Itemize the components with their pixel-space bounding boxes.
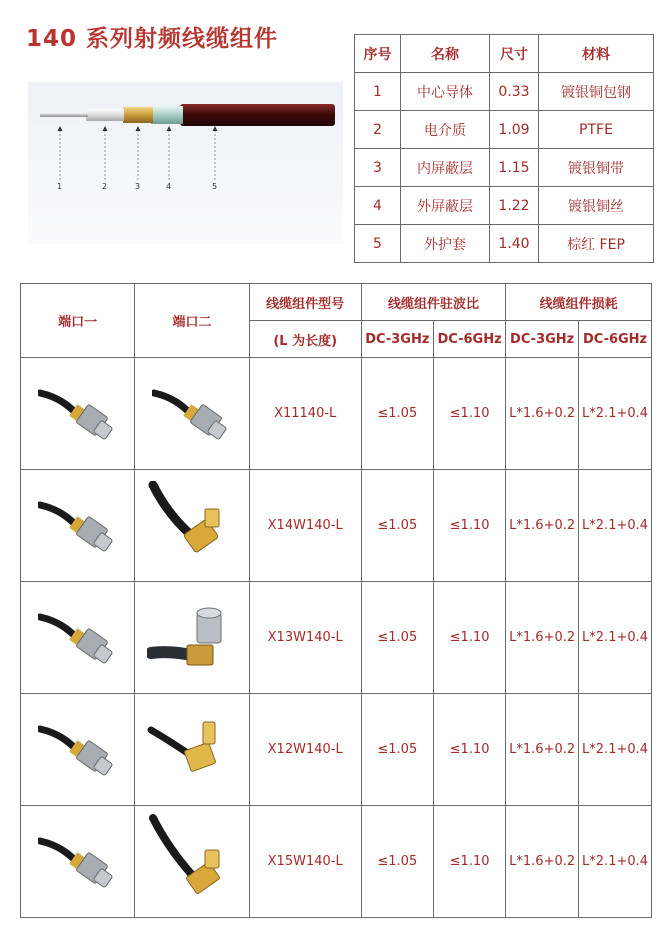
spec-header-name: 名称 — [401, 35, 490, 73]
port1-image — [21, 806, 135, 918]
port1-image — [21, 470, 135, 582]
cable-jacket — [180, 104, 335, 126]
right-angle-gold-connector-icon — [147, 481, 237, 571]
header-port1: 端口一 — [21, 284, 135, 358]
port2-image — [135, 806, 249, 918]
spec-name: 外屏蔽层 — [401, 187, 490, 225]
spec-material: 镀银铜丝 — [539, 187, 654, 225]
port1-image — [21, 694, 135, 806]
header-loss-band1: DC-3GHz — [506, 321, 579, 358]
spec-size: 1.09 — [490, 111, 539, 149]
table-row — [21, 582, 652, 694]
vswr-dc6: ≤1.10 — [433, 582, 505, 694]
vswr-dc3: ≤1.05 — [361, 470, 433, 582]
cable-structure-diagram — [28, 82, 343, 244]
spec-material: 棕红 FEP — [539, 225, 654, 263]
cable-label-3: 3 — [135, 182, 141, 191]
loss-dc3: L*1.6+0.2 — [506, 358, 579, 470]
spec-index: 5 — [355, 225, 401, 263]
right-angle-gold-connector-icon — [147, 814, 237, 909]
sma-connector-icon — [38, 603, 118, 673]
spec-size: 1.40 — [490, 225, 539, 263]
model-number: X12W140-L — [249, 694, 361, 806]
sma-connector-icon — [38, 379, 118, 449]
loss-dc6: L*2.1+0.4 — [579, 582, 652, 694]
vswr-dc3: ≤1.05 — [361, 694, 433, 806]
spec-index: 1 — [355, 73, 401, 111]
header-vswr-band2: DC-6GHz — [433, 321, 505, 358]
sma-connector-icon — [38, 715, 118, 785]
loss-dc3: L*1.6+0.2 — [506, 694, 579, 806]
cable-label-4: 4 — [166, 182, 172, 191]
model-number: X14W140-L — [249, 470, 361, 582]
right-angle-silver-connector-icon — [147, 593, 237, 683]
sma-connector-icon — [38, 491, 118, 561]
loss-dc3: L*1.6+0.2 — [506, 582, 579, 694]
assembly-header-row — [21, 284, 652, 321]
cable-label-2: 2 — [102, 182, 108, 191]
right-angle-gold-connector-icon — [147, 710, 237, 790]
table-row — [355, 111, 654, 149]
vswr-dc3: ≤1.05 — [361, 582, 433, 694]
vswr-dc6: ≤1.10 — [433, 806, 505, 918]
spec-header-row — [355, 35, 654, 73]
cable-label-5: 5 — [212, 182, 218, 191]
table-row — [21, 806, 652, 918]
spec-size: 0.33 — [490, 73, 539, 111]
loss-dc6: L*2.1+0.4 — [579, 694, 652, 806]
cable-dielectric — [86, 109, 124, 121]
cable-outer-shield — [151, 106, 183, 124]
vswr-dc3: ≤1.05 — [361, 358, 433, 470]
table-row — [355, 73, 654, 111]
spec-size: 1.22 — [490, 187, 539, 225]
vswr-dc6: ≤1.10 — [433, 694, 505, 806]
model-number: X13W140-L — [249, 582, 361, 694]
header-model: 线缆组件型号 — [249, 284, 361, 321]
port1-image — [21, 582, 135, 694]
sma-connector-icon — [38, 827, 118, 897]
spec-material: 镀银铜带 — [539, 149, 654, 187]
port2-image — [135, 358, 249, 470]
table-row — [21, 358, 652, 470]
vswr-dc6: ≤1.10 — [433, 358, 505, 470]
port2-image — [135, 470, 249, 582]
table-row — [355, 225, 654, 263]
header-vswr: 线缆组件驻波比 — [361, 284, 506, 321]
table-row — [21, 470, 652, 582]
table-row — [21, 694, 652, 806]
cable-inner-shield — [123, 107, 153, 123]
port1-image — [21, 358, 135, 470]
spec-header-size: 尺寸 — [490, 35, 539, 73]
spec-material: 镀银铜包钢 — [539, 73, 654, 111]
loss-dc6: L*2.1+0.4 — [579, 358, 652, 470]
spec-header-material: 材料 — [539, 35, 654, 73]
spec-name: 中心导体 — [401, 73, 490, 111]
header-port2: 端口二 — [135, 284, 249, 358]
header-vswr-band1: DC-3GHz — [361, 321, 433, 358]
spec-name: 内屏蔽层 — [401, 149, 490, 187]
cable-center-conductor — [40, 113, 88, 117]
table-row — [355, 149, 654, 187]
header-loss: 线缆组件损耗 — [506, 284, 652, 321]
loss-dc3: L*1.6+0.2 — [506, 470, 579, 582]
loss-dc6: L*2.1+0.4 — [579, 470, 652, 582]
page-title: 140 系列射频线缆组件 — [26, 26, 279, 52]
vswr-dc6: ≤1.10 — [433, 470, 505, 582]
model-number: X11140-L — [249, 358, 361, 470]
header-loss-band2: DC-6GHz — [579, 321, 652, 358]
spec-index: 3 — [355, 149, 401, 187]
straight-connector-icon — [152, 379, 232, 449]
spec-index: 4 — [355, 187, 401, 225]
spec-header-index: 序号 — [355, 35, 401, 73]
model-number: X15W140-L — [249, 806, 361, 918]
port2-image — [135, 582, 249, 694]
table-row — [355, 187, 654, 225]
cable-spec-table — [354, 34, 654, 263]
cable-label-1: 1 — [57, 182, 63, 191]
loss-dc3: L*1.6+0.2 — [506, 806, 579, 918]
vswr-dc3: ≤1.05 — [361, 806, 433, 918]
cable-assembly-table — [20, 283, 652, 918]
header-model-sub: (L 为长度) — [249, 321, 361, 358]
spec-index: 2 — [355, 111, 401, 149]
spec-material: PTFE — [539, 111, 654, 149]
spec-name: 电介质 — [401, 111, 490, 149]
spec-name: 外护套 — [401, 225, 490, 263]
port2-image — [135, 694, 249, 806]
spec-size: 1.15 — [490, 149, 539, 187]
loss-dc6: L*2.1+0.4 — [579, 806, 652, 918]
